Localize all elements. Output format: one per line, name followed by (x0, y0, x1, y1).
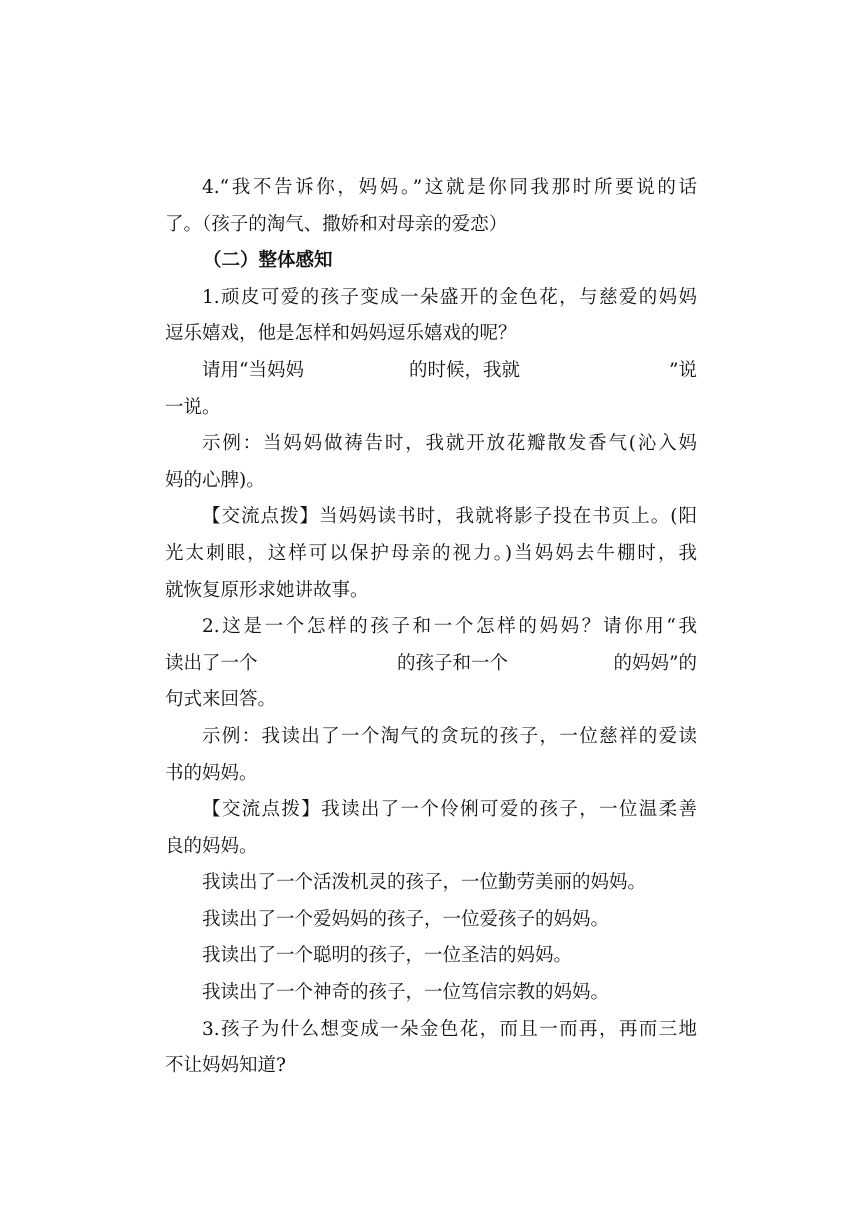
paragraph-line: 1.顽皮可爱的孩子变成一朵盛开的金色花，与慈爱的妈妈 (202, 286, 697, 308)
paragraph-line: 一说。 (165, 396, 221, 418)
paragraph-line: 我读出了一个爱妈妈的孩子，一位爱孩子的妈妈。 (202, 908, 610, 930)
section-heading: （二）整体感知 (203, 250, 333, 272)
fill-in-prompt-line (165, 646, 697, 683)
paragraph-line: 2.这是一个怎样的孩子和一个怎样的妈妈？请你用“我 (202, 616, 697, 638)
paragraph-line: 光太刺眼，这样可以保护母亲的视力。)当妈妈去牛棚时，我 (165, 542, 697, 564)
paragraph-line: 我读出了一个聪明的孩子，一位圣洁的妈妈。 (202, 945, 573, 967)
paragraph-line: 示例：我读出了一个淘气的贪玩的孩子，一位慈祥的爱读 (202, 725, 697, 747)
prompt-part: 的妈妈”的 (613, 652, 697, 674)
paragraph-line: 【交流点拨】当妈妈读书时，我就将影子投在书页上。(阳 (202, 506, 697, 528)
paragraph-line: 妈的心脾)。 (165, 469, 265, 491)
paragraph-line: 示例：当妈妈做祷告时，我就开放花瓣散发香气(沁入妈 (202, 433, 697, 455)
paragraph-line: 【交流点拨】我读出了一个伶俐可爱的孩子，一位温柔善 (202, 799, 697, 821)
paragraph-line: 我读出了一个神奇的孩子，一位笃信宗教的妈妈。 (202, 982, 610, 1004)
prompt-part: 的时候，我就 (408, 359, 520, 381)
paragraph-line: 不让妈妈知道? (165, 1055, 286, 1077)
paragraph-line: 我读出了一个活泼机灵的孩子，一位勤劳美丽的妈妈。 (202, 872, 647, 894)
paragraph-line: 3.孩子为什么想变成一朵金色花，而且一而再，再而三地 (202, 1018, 697, 1040)
prompt-part: 请用“当妈妈 (202, 359, 304, 381)
prompt-part: ”说 (669, 359, 697, 381)
paragraph-line: 句式来回答。 (165, 689, 277, 711)
paragraph-line: 4.“我不告诉你，妈妈。”这就是你同我那时所要说的话 (202, 177, 697, 198)
document-body (165, 170, 697, 1085)
paragraph-line: 就恢复原形求她讲故事。 (165, 579, 369, 601)
prompt-part: 读出了一个 (165, 652, 258, 674)
fill-in-prompt-line (165, 353, 697, 390)
paragraph-line: 书的妈妈。 (165, 762, 258, 784)
paragraph-line: 良的妈妈。 (165, 835, 258, 857)
prompt-part: 的孩子和一个 (397, 652, 509, 674)
paragraph-line: 逗乐嬉戏，他是怎样和妈妈逗乐嬉戏的呢？ (165, 323, 517, 345)
paragraph-line: 了。（孩子的淘气、撒娇和对母亲的爱恋） (165, 213, 508, 235)
